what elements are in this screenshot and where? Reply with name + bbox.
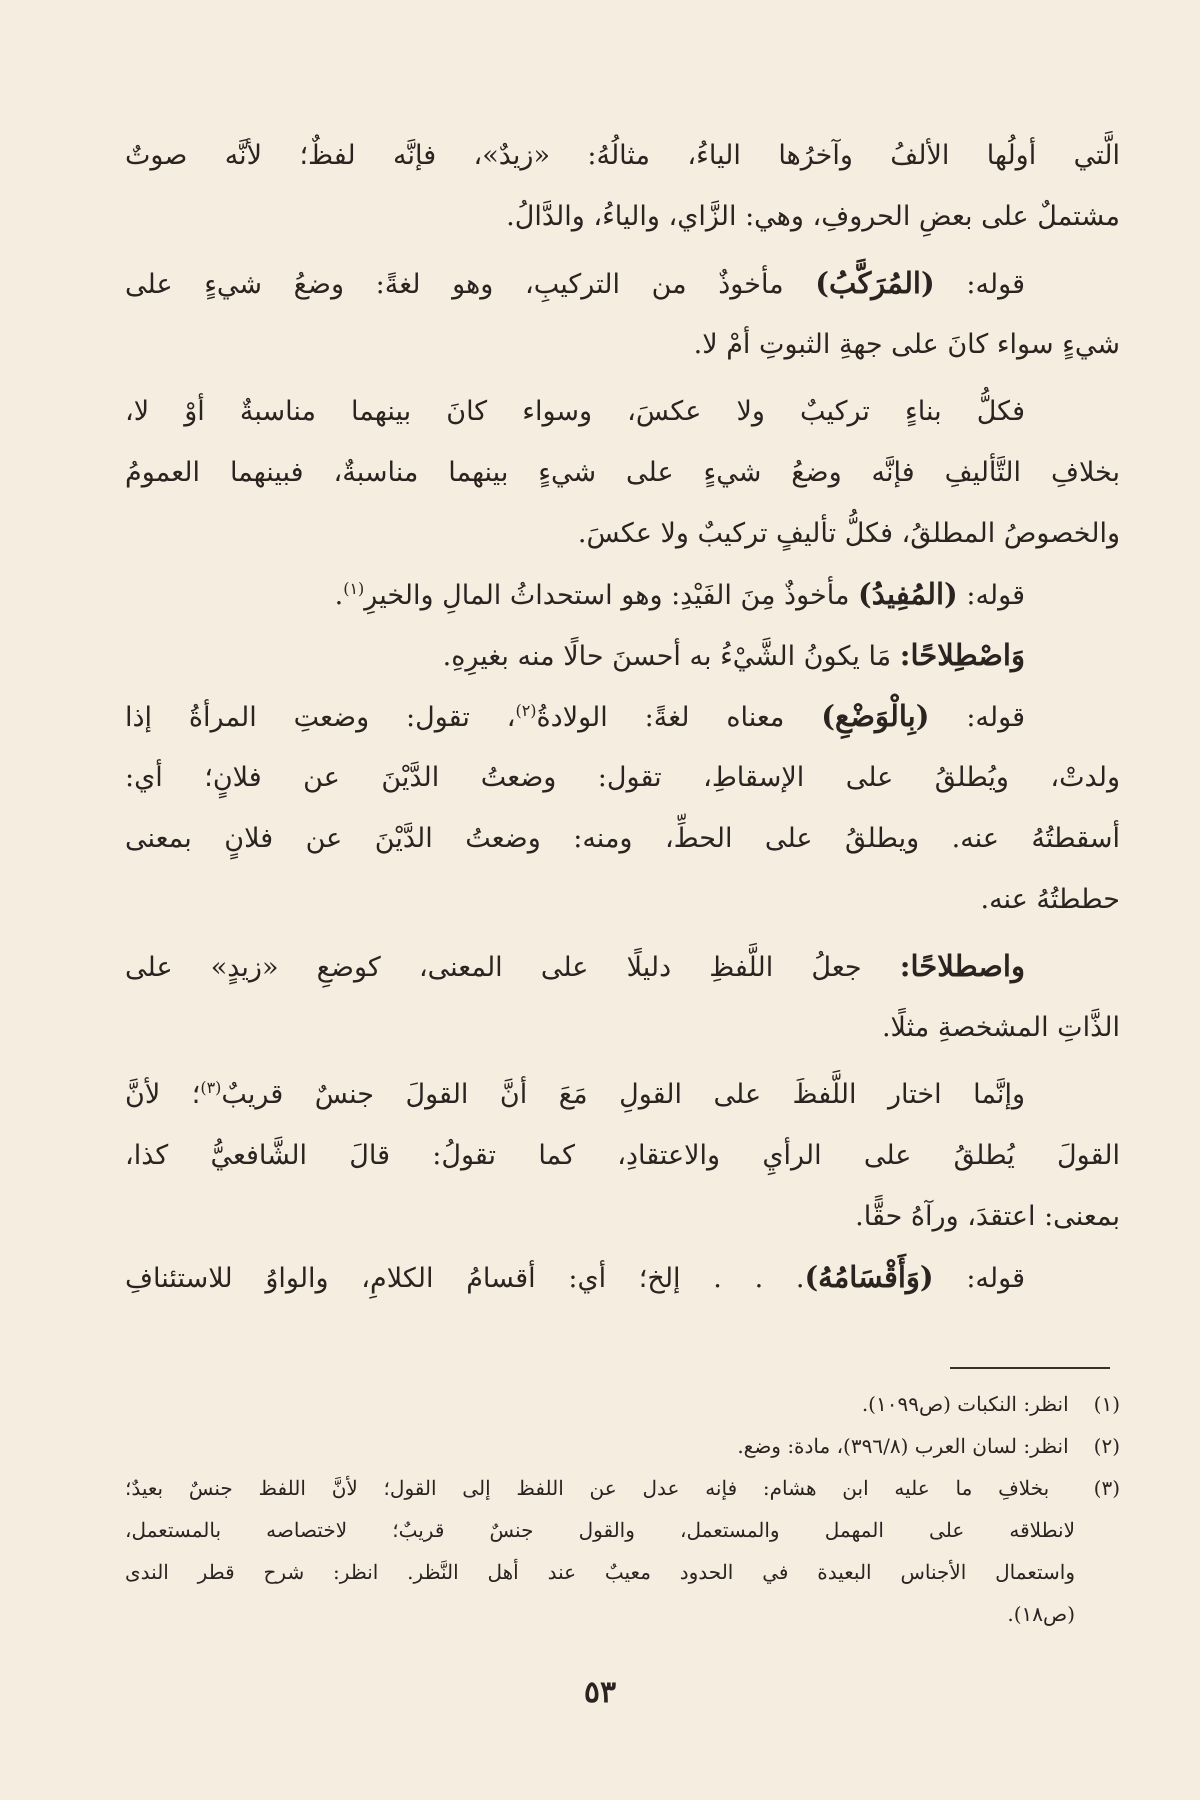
text-span: مأخوذٌ مِنَ الفَيْدِ: وهو استحداثُ المالِ والخيرِ (364, 580, 850, 611)
text-span: قوله: (966, 580, 1025, 611)
keyword: (وَأَقْسَامُهُ) (804, 1260, 934, 1294)
text-span: مشتملٌ على بعضِ الحروفِ، وهي: الزَّاي، والياءُ، والدَّالُ. (506, 201, 1120, 232)
text-span: وإنَّما اختار اللَّفظَ على القولِ مَعَ أنَّ القولَ جنسٌ قريبٌ (221, 1079, 1025, 1110)
text-line (125, 869, 1120, 930)
footnote-number: (٣) (1093, 1476, 1120, 1500)
text-line (125, 1186, 1120, 1247)
text-line (125, 1125, 1120, 1186)
text-span: ولدتْ، ويُطلقُ على الإسقاطِ، تقول: وضعتُ الدَّيْنَ عن فلانٍ؛ أي: (125, 762, 1120, 793)
text-line (125, 808, 1120, 869)
keyword: (بِالْوَضْعِ) (821, 699, 930, 733)
text-line (125, 625, 1120, 686)
footnote-line (125, 1593, 1120, 1635)
text-line (125, 936, 1120, 997)
text-span: جعلُ اللَّفظِ دليلًا على المعنى، كوضعِ «زيدٍ» على (125, 952, 862, 983)
text-span: مأخوذٌ من التركيبِ، وهو لغةً: وضعُ شيءٍ على (125, 269, 784, 300)
text-line (125, 125, 1120, 186)
text-line (125, 381, 1120, 442)
footnote-text: انظر: النكبات (ص١٠٩٩). (861, 1392, 1069, 1416)
text-span: حططتُهُ عنه. (980, 884, 1120, 915)
footnote-ref[interactable]: (٣) (200, 1078, 222, 1097)
text-line (125, 503, 1120, 564)
text-span: فكلُّ بناءٍ تركيبٌ ولا عكسَ، وسواء كانَ بينهما مناسبةٌ أوْ لا، (125, 396, 1025, 427)
text-span: بخلافِ التَّأليفِ فإنَّه وضعُ شيءٍ على شيءٍ بينهما مناسبةٌ، فبينهما العمومُ (125, 457, 1120, 488)
text-line (125, 564, 1120, 625)
footnote-text: لانطلاقه على المهمل والمستعمل، والقول جنسٌ قريبٌ؛ لاختصاصه بالمستعمل، (125, 1518, 1075, 1542)
footnote-text: واستعمال الأجناس البعيدة في الحدود معيبٌ عند أهل النَّظر. انظر: شرح قطر الندى (125, 1560, 1075, 1584)
footnote-ref[interactable]: (٢) (515, 701, 537, 720)
keyword: واصطلاحًا: (899, 949, 1025, 983)
footnote-item (125, 1425, 1120, 1467)
footnote-item (125, 1467, 1120, 1509)
text-line (125, 997, 1120, 1058)
text-line (125, 747, 1120, 808)
text-line (125, 686, 1120, 747)
footnote-text: بخلافِ ما عليه ابن هشام: فإنه عدل عن اللفظ إلى القول؛ لأنَّ اللفظ جنسٌ بعيدٌ؛ (125, 1476, 1050, 1500)
footnote-number: (٢) (1093, 1434, 1120, 1458)
period: . (334, 580, 344, 611)
text-span: والخصوصُ المطلقُ، فكلُّ تأليفٍ تركيبٌ ولا عكسَ. (577, 518, 1120, 549)
text-span: الَّتي أولُها الألفُ وآخرُها الياءُ، مثالُهُ: «زيدٌ»، فإنَّه لفظٌ؛ لأنَّه صوتٌ (125, 140, 1120, 171)
text-span: الذَّاتِ المشخصةِ مثلًا. (881, 1012, 1120, 1043)
text-span: شيءٍ سواء كانَ على جهةِ الثبوتِ أمْ لا. (693, 329, 1120, 360)
text-span: بمعنى: اعتقدَ، ورآهُ حقًّا. (855, 1201, 1120, 1232)
text-span: أسقطتُهُ عنه. ويطلقُ على الحطِّ، ومنه: وضعتُ الدَّيْنَ عن فلانٍ بمعنى (125, 823, 1120, 854)
main-text (125, 125, 1120, 1308)
text-span: معناه لغةً: الولادةُ (536, 702, 785, 733)
footnote-text: انظر: لسان العرب (٣٩٦/٨)، مادة: وضع. (737, 1434, 1069, 1458)
footnote-item (125, 1383, 1120, 1425)
footnote-ref[interactable]: (١) (343, 579, 365, 598)
text-span: . . . إلخ؛ أي: أقسامُ الكلامِ، والواوُ للاستئنافِ (125, 1263, 805, 1294)
text-span: القولَ يُطلقُ على الرأيِ والاعتقادِ، كما تقولُ: قالَ الشَّافعيُّ كذا، (125, 1140, 1120, 1171)
text-line (125, 442, 1120, 503)
text-line (125, 1064, 1120, 1125)
page-number: ٥٣ (583, 1675, 617, 1710)
footnote-separator (950, 1367, 1110, 1369)
footnote-text: (ص١٨). (1007, 1602, 1075, 1626)
keyword: (المُفِيدُ) (858, 577, 958, 611)
footnote-number: (١) (1093, 1392, 1120, 1416)
footnotes (125, 1383, 1120, 1635)
keyword: وَاصْطِلاحًا: (899, 638, 1025, 672)
text-line (125, 253, 1120, 314)
footnote-line (125, 1551, 1120, 1593)
text-span: ، تقول: وضعتِ المرأةُ إذا (125, 702, 516, 733)
text-span: قوله: (966, 1263, 1025, 1294)
text-line (125, 1247, 1120, 1308)
keyword: (المُرَكَّبُ) (815, 266, 935, 300)
footnote-line (125, 1509, 1120, 1551)
text-span: ؛ لأنَّ (125, 1079, 201, 1110)
text-span: قوله: (966, 269, 1025, 300)
text-span: مَا يكونُ الشَّيْءُ به أحسنَ حالًا منه بغيرِهِ. (442, 641, 892, 672)
text-line (125, 186, 1120, 247)
text-line (125, 314, 1120, 375)
text-span: قوله: (966, 702, 1025, 733)
